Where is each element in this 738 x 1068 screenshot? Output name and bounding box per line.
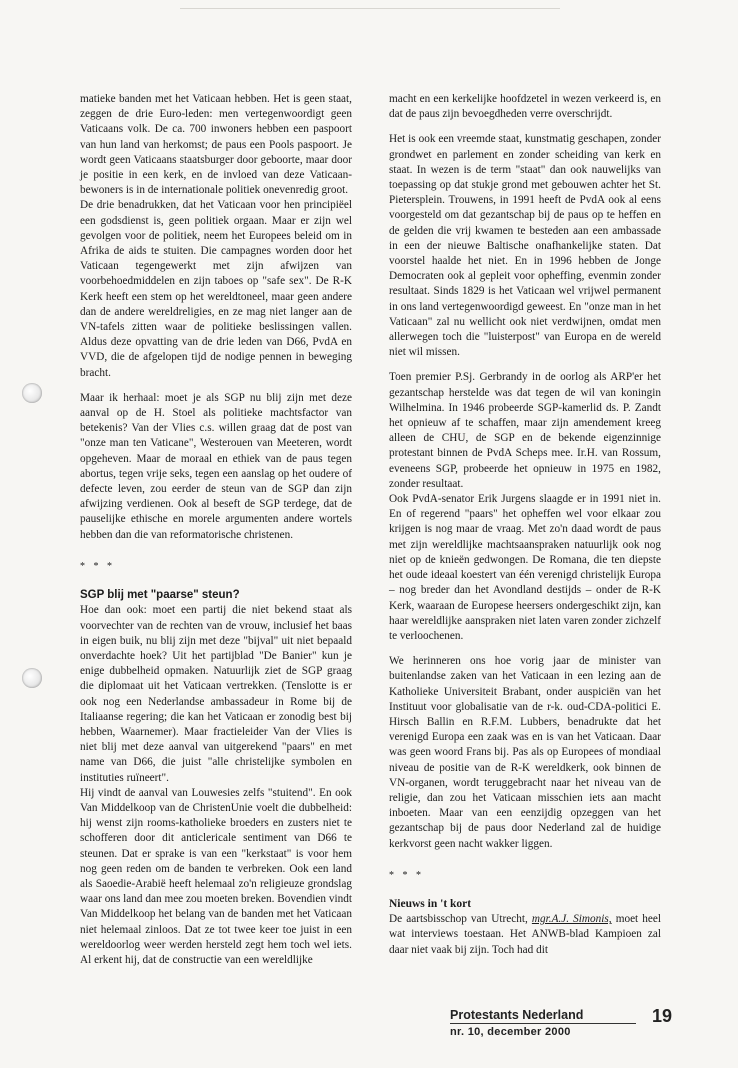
punch-hole — [22, 383, 42, 403]
paragraph: De drie benadrukken, dat het Vaticaan voor hen principiëel een godsdienst is, geen politiek orgaan. Maar er zijn wel gevolgen voor de politiek, neem het Europees beleid om in Afrika de aids te stuiten. Die campagnes worden door het Vaticaan tegengewerkt met zijn afwijzen van voorbehoedmiddelen en zijn taboes op "safe sex". De R-K Kerk heeft een stem op het wereldtoneel, maar geen andere dan de andere wereldreligies, en ze mag niet langer aan de VN-tafels zitten waar de politieke beslissingen vallen. Aldus deze opvatting van de drie leden van D66, PvdA en VVD, die de afgelopen tijd de nodige pennen in beweging bracht. — [80, 199, 352, 379]
paragraph-text: De aartsbisschop van Utrecht, — [389, 913, 528, 926]
paragraph: macht en een kerkelijke hoofdzetel in wezen verkeerd is, en dat de paus zijn bevoegdheden verre overschrijdt. — [389, 93, 661, 121]
person-name: mgr.A.J. Simonis, — [531, 913, 612, 926]
paragraph: matieke banden met het Vaticaan hebben. Het is geen staat, zeggen de drie Euro-leden: men vertegenwoordigt geen Vaticaans volk. De ca. 700 inwoners hebben een paspoort van hun land van herkomst; de paus een Pools paspoort. Je wordt geen Vaticaans staatsburger door geboorte, maar door je positie in een kerk, en de invloed van deze Vaticaan-bewoners is in de internationale politiek onevenredig groot. — [80, 93, 352, 197]
paragraph: Hij vindt de aanval van Louwesies zelfs "stuitend". En ook Van Middelkoop van de ChristenUnie voelt die dubbelheid: hij wenst zijn rooms-katholieke broeders en zusters niet te schofferen door dit anticlericale sentiment van D66 te steunen. Dat er sprake is van een "kerkstaat" is voor hem nog geen reden om de banden te verbreken. Ook een land als Saoedie-Arabië heeft helemaal zo'n religieuze grondslag waar ons land dan mee zou moeten breken. Bovendien vindt Van Middelkoop het belang van de banden met het Vaticaan niet helemaal zinloos. Dat ze tot twee keer toe juist in een wereldoorlog weer werden hersteld zegt hem toch wel iets. Al erkent hij, dat de constructie van een wereldlijke — [80, 786, 352, 966]
section-divider: * * * — [389, 869, 424, 881]
footer — [450, 1008, 636, 1038]
paragraph: Maar ik herhaal: moet je als SGP nu blij zijn met deze aanval op de H. Stoel als politieke machtsfactor van betekenis? Van der Vlies c.s. willen graag dat de post van "onze man ten Vaticane", Westerouen van Meeteren, wordt opgeheven. Maar de moraal en ethiek van de paus tegen abortus, tegen vrije seks, tegen een aanslag op het oudere of defecte leven, zou eerder de steun van de SGP dan zijn afwijzing verdienen. Ook al beseft de SGP terdege, dat de pauselijke ethische en morele argumenten andere wortels hebben dan die van reformatorische christenen. — [80, 391, 352, 541]
paragraph: Hoe dan ook: moet een partij die niet bekend staat als voorvechter van de rechten van de vrouw, inclusief het baas in eigen buik, nu blij zijn met deze "bijval" uit niet bepaald onverdachte hoek? Uit het partijblad "De Banier" kun je enige dubbelheid opmaken. Natuurlijk ziet de SGP graag die diplomaat uit het Vaticaan vertrekken. (Tenslotte is er ook nog een Nederlandse ambassadeur in Rome bij de Italiaanse regering; die kan het Vaticaan er zonodig best bij hebben, Waarnemer). Maar fractieleider Van der Vlies is niet blij met deze aanval van uitgerekend "paars" en met name van D66, die juist "alle christelijke symbolen en instituties ruïneert". — [80, 604, 352, 784]
issue-label: nr. 10, december 2000 — [450, 1026, 571, 1038]
paragraph-text: moet heel wat interviews toestaan. Het ANWB-blad Kampioen zal daar niet vaak bij zijn. Toch had dit — [389, 913, 662, 956]
section-heading: Nieuws in 't kort — [389, 897, 472, 910]
section-heading: SGP blij met "paarse" steun? — [80, 589, 240, 602]
right-column — [389, 92, 661, 958]
punch-hole — [22, 668, 42, 688]
paragraph: Ook PvdA-senator Erik Jurgens slaagde er in 1991 niet in. En of regerend "paars" het opheffen wel voor elkaar zou krijgen is nog maar de vraag. Met zo'n daad wordt de paus met zijn wereldlijke machtsaanspraken natuurlijk ook nog niet op de knieën gedwongen. De Romana, die ten diepste het oude ideaal koestert van één verenigd christelijk Europa – nog breder dan het Avondland destijds – onder de R-K Kerk, waaraan de Europese heersers ondergeschikt zijn, kan haar wereldlijke aanspraken niet laten varen zonder zichzelf te verloochenen. — [389, 493, 661, 642]
magazine-title: Protestants Nederland — [450, 1008, 584, 1022]
paragraph — [389, 912, 661, 958]
scan-edge-mark — [180, 8, 560, 9]
left-column — [80, 92, 352, 968]
paragraph: We herinneren ons hoe vorig jaar de minister van buitenlandse zaken van het Vaticaan in een lezing aan de Katholieke Universiteit Brabant, onder auspiciën van het Instituut voor globalisatie van de r-k. oud-CDA-politici E. Hirsch Ballin en R.F.M. Lubbers, benadrukte dat het verenigd Europa een zaak was en is van het Vaticaan. Daar was geen woord Frans bij. Pas als op Europees of mondiaal niveau de positie van de R-K wereldkerk, ook binnen de VN-organen, wordt teruggebracht naar het niveau van de religie, dan zou het Vaticaan misschien iets aan macht inboeten. Maar van een eenzijdig opzeggen van het gezantschap bij de paus door Nederland zal de huidige kerkvorst geen nacht wakker liggen. — [389, 655, 661, 850]
paragraph: Toen premier P.Sj. Gerbrandy in de oorlog als ARP'er het gezantschap herstelde was dat tegen de wil van koningin Wilhelmina. In 1946 probeerde SGP-kamerlid ds. P. Zandt het opnieuw af te schaffen, maar zijn amendement kreeg alleen de CHU, de SGP en de bekende eigenzinnige protestant binnen de PvdA Scheps mee. Ir.H. van Rossum, eveneens SGP, probeerde het opnieuw in 1975 en 1982, zonder resultaat. — [389, 371, 661, 490]
section-divider: * * * — [80, 560, 115, 572]
page-number: 19 — [652, 1006, 673, 1026]
paragraph: Het is ook een vreemde staat, kunstmatig geschapen, zonder grondwet en parlement en zonder scheiding van kerk en staat. In wezen is de term "staat" dan ook nauwelijks van toepassing op dat stukje grond met gebouwen achter het St. Pietersplein. Trouwens, in 1991 heeft de PvdA ook al eens voorgesteld om dat gezantschap bij de paus op te heffen en de gelden die vrij kwamen te besteden aan een ambassade in een der nieuwe Baltische onafhankelijke staten. Dat voorstel haalde het niet. En in 1996 hebben de Jonge Democraten ook al gepleit voor opheffing, evenmin zonder resultaat. Sinds 1829 is het Vaticaan wel vrijwel permanent in ons land vertegenwoordigd geweest. En "onze man in het Vaticaan" zal nu wellicht ook niet verdwijnen, omdat men allerwegen toch die "luisterpost" van Europa en de wereld niet wil missen. — [389, 133, 661, 359]
footer-rule — [450, 1023, 636, 1024]
